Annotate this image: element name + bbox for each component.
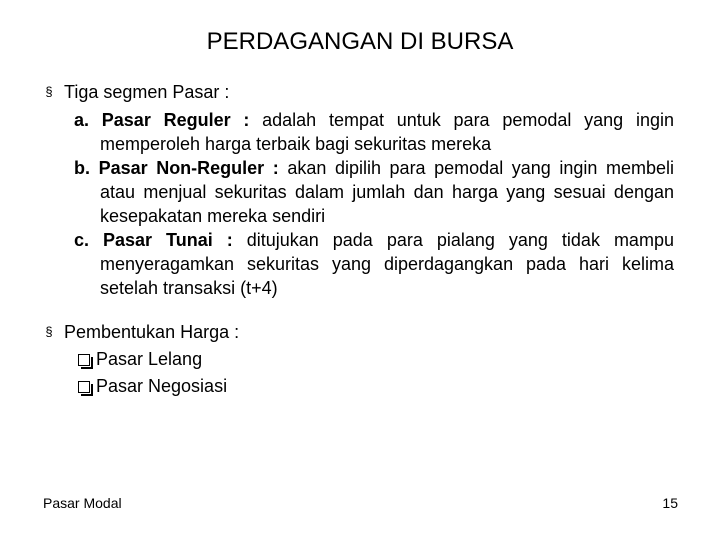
segment-item-c (74, 228, 674, 300)
segment-name: Pasar Reguler : (101, 110, 250, 130)
segment-name: Pasar Non-Reguler : (98, 158, 279, 178)
pricing-item-label: Pasar Negosiasi (96, 376, 228, 396)
section-bullet-icon: § (45, 324, 53, 339)
pricing-item (78, 373, 227, 400)
slide-title: PERDAGANGAN DI BURSA (206, 28, 514, 55)
segment-desc: ditujukan pada para pialang yang tidak mampu menyeragamkan sekuritas yang diperdagangkan pada hari kelima setelah transaksi (t+4) (100, 230, 674, 298)
segment-item-a (74, 108, 674, 156)
bullet-segments-text: Tiga segmen Pasar : (64, 82, 230, 102)
section-bullet-icon: § (45, 84, 53, 99)
segment-item-b (74, 156, 674, 228)
segment-marker: b. (74, 158, 90, 178)
segment-desc: adalah tempat untuk para pemodal yang ingin memperoleh harga terbaik bagi sekuritas mereka (100, 110, 674, 154)
segment-marker: a. (74, 110, 90, 130)
checkbox-bullet-icon (78, 381, 90, 393)
bullet-segments (44, 80, 229, 104)
pricing-item (78, 346, 227, 373)
checkbox-bullet-icon (78, 354, 90, 366)
segment-name: Pasar Tunai : (103, 230, 233, 250)
segment-list (74, 108, 674, 300)
pricing-item-label: Pasar Lelang (96, 349, 203, 369)
bullet-pricing-text: Pembentukan Harga : (64, 322, 240, 342)
footer-label: Pasar Modal (43, 495, 122, 511)
page-number: 15 (662, 495, 678, 511)
segment-desc: akan dipilih para pemodal yang ingin membeli atau menjual sekuritas dalam jumlah dan harga yang sesuai dengan kesepakatan mereka sendiri (100, 158, 674, 226)
segment-marker: c. (74, 230, 90, 250)
pricing-list (78, 346, 227, 400)
bullet-pricing (44, 320, 239, 344)
